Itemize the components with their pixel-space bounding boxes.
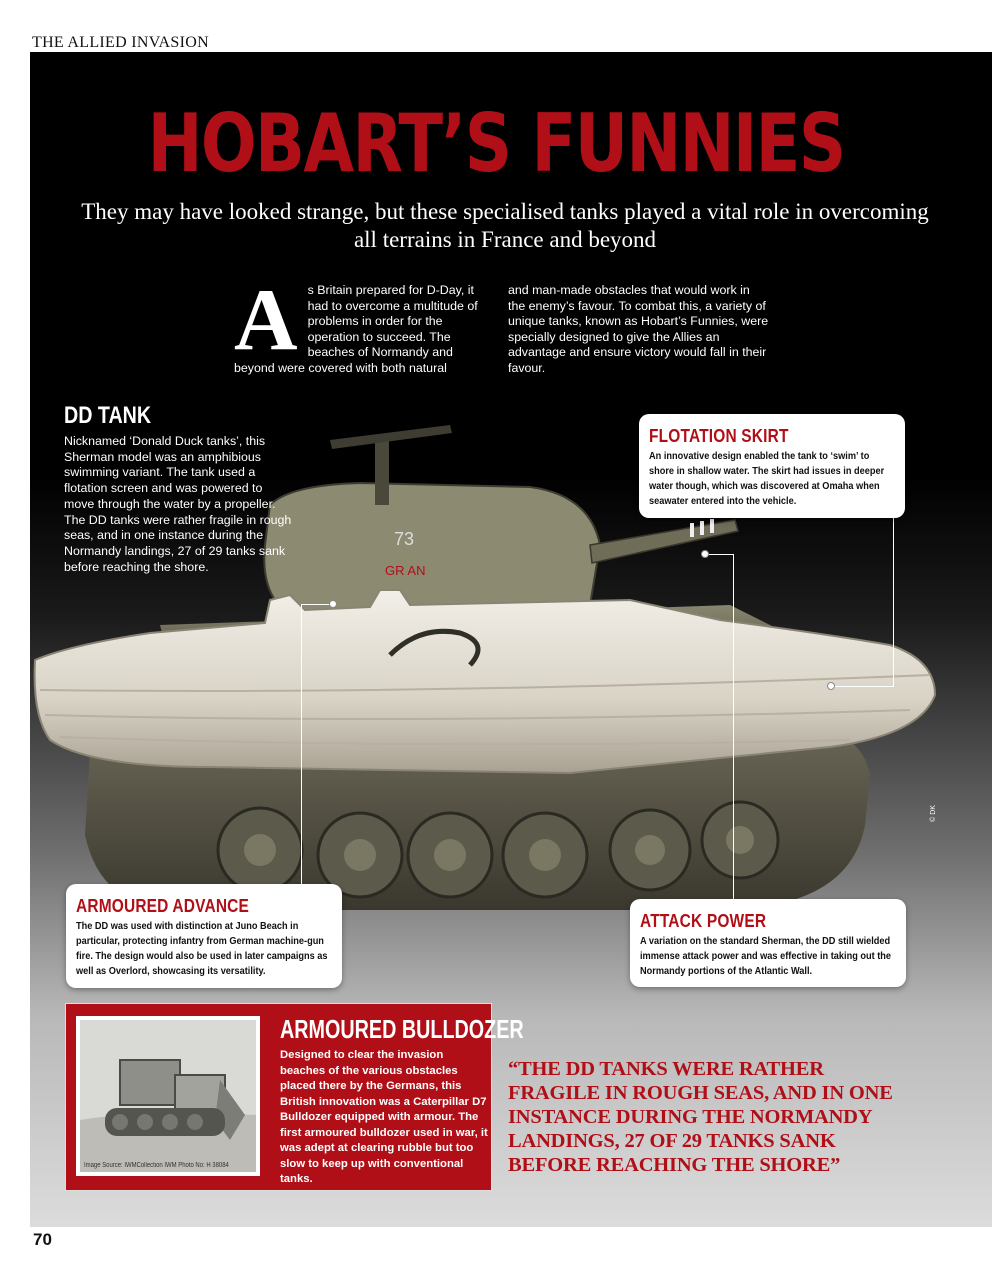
turret-number: 73 <box>394 529 415 549</box>
callout-heading: ARMOURED ADVANCE <box>76 896 250 916</box>
callout-armoured-advance <box>66 884 342 988</box>
main-gun <box>590 520 738 563</box>
callout-heading: ATTACK POWER <box>640 911 767 931</box>
photo-caption: Image Source: IWMCollection IWM Photo No: H 38084 <box>84 1162 229 1169</box>
page-number: 70 <box>33 1230 52 1249</box>
callout-flotation-skirt <box>639 414 905 518</box>
leader-line-attack-horizontal <box>706 554 734 555</box>
turret <box>264 483 600 615</box>
intro-column-1 <box>234 272 486 377</box>
image-credit: © DK <box>929 805 937 822</box>
dd-tank-heading: DD TANK <box>64 402 152 429</box>
leader-line-attack-vertical <box>733 554 734 899</box>
pull-quote: “THE DD TANKS WERE RATHER FRAGILE IN ROUGH SEAS, AND IN ONE INSTANCE DURING THE NORMANDY LANDINGS, 27 OF 29 TANKS SANK BEFORE REACHING THE SHORE” <box>508 1058 893 1176</box>
leader-line-flotation-horizontal <box>832 686 894 687</box>
callout-text: A variation on the standard Sherman, the DD still wielded immense attack power and was effective in taking out the Normandy portions of the Atlantic Wall. <box>640 936 892 977</box>
leader-dot-attack <box>701 550 709 558</box>
dd-tank-text: Nicknamed ‘Donald Duck tanks’, this Sherman model was an amphibious swimming variant. The tank used a flotation screen and was powered to move through the water by a propeller. The DD tanks were rather fragile in rough seas, and in one instance during the Normandy landings, 27 of 29 tanks sank before reaching the shore. <box>64 434 292 574</box>
flotation-skirt <box>35 590 935 773</box>
leader-dot-flotation <box>827 682 835 690</box>
callout-attack-power <box>630 899 906 987</box>
bulldozer-heading: ARMOURED BULLDOZER <box>280 1014 524 1044</box>
intro-text-1: s Britain prepared for D-Day, it had to overcome a multitude of problems in order for the operation to succeed. The beaches of Normandy and beyond were covered with both natural <box>234 283 478 375</box>
intro-column-2: and man-made obstacles that would work in the enemy’s favour. To combat this, a variety of unique tanks, known as Hobart’s Funnies, were specially designed to give the Allies an advantage and ensure victory would fall in their favour. <box>508 283 769 375</box>
bulldozer-text: Designed to clear the invasion beaches of the various obstacles placed there by the Germans, this British innovation was a Caterpillar D7 Bulldozer equipped with armour. The first armoured bulldozer used in war, it was adept at clearing rubble but too slow to keep up with conventional tanks. <box>280 1049 488 1185</box>
leader-line-flotation-vertical <box>893 514 894 686</box>
subhead: They may have looked strange, but these specialised tanks played a vital role in overcoming all terrains in France and beyond <box>81 199 929 252</box>
headline: HOBART’S FUNNIES <box>147 97 845 190</box>
bulldozer-image <box>80 1020 256 1172</box>
bulldozer-photo <box>76 1016 260 1176</box>
leader-dot-skirt-left <box>329 600 337 608</box>
drop-cap: A <box>234 272 298 369</box>
bulldozer-panel <box>65 1003 524 1191</box>
callout-text: The DD was used with distinction at Juno Beach in particular, protecting infantry from German machine-gun fire. The design would also be used in later campaigns as well as Overlord, showcasing its versatility. <box>76 921 328 977</box>
leader-line-skirt-left <box>301 604 302 884</box>
callout-text: An innovative design enabled the tank to ‘swim’ to shore in shallow water. The skirt had issues in deeper water though, which was discovered at Omaha when seawater entered into the vehicle. <box>649 451 885 507</box>
callout-heading: FLOTATION SKIRT <box>649 426 789 446</box>
section-title: THE ALLIED INVASION <box>32 34 209 51</box>
turret-letters: GR AN <box>385 563 426 578</box>
